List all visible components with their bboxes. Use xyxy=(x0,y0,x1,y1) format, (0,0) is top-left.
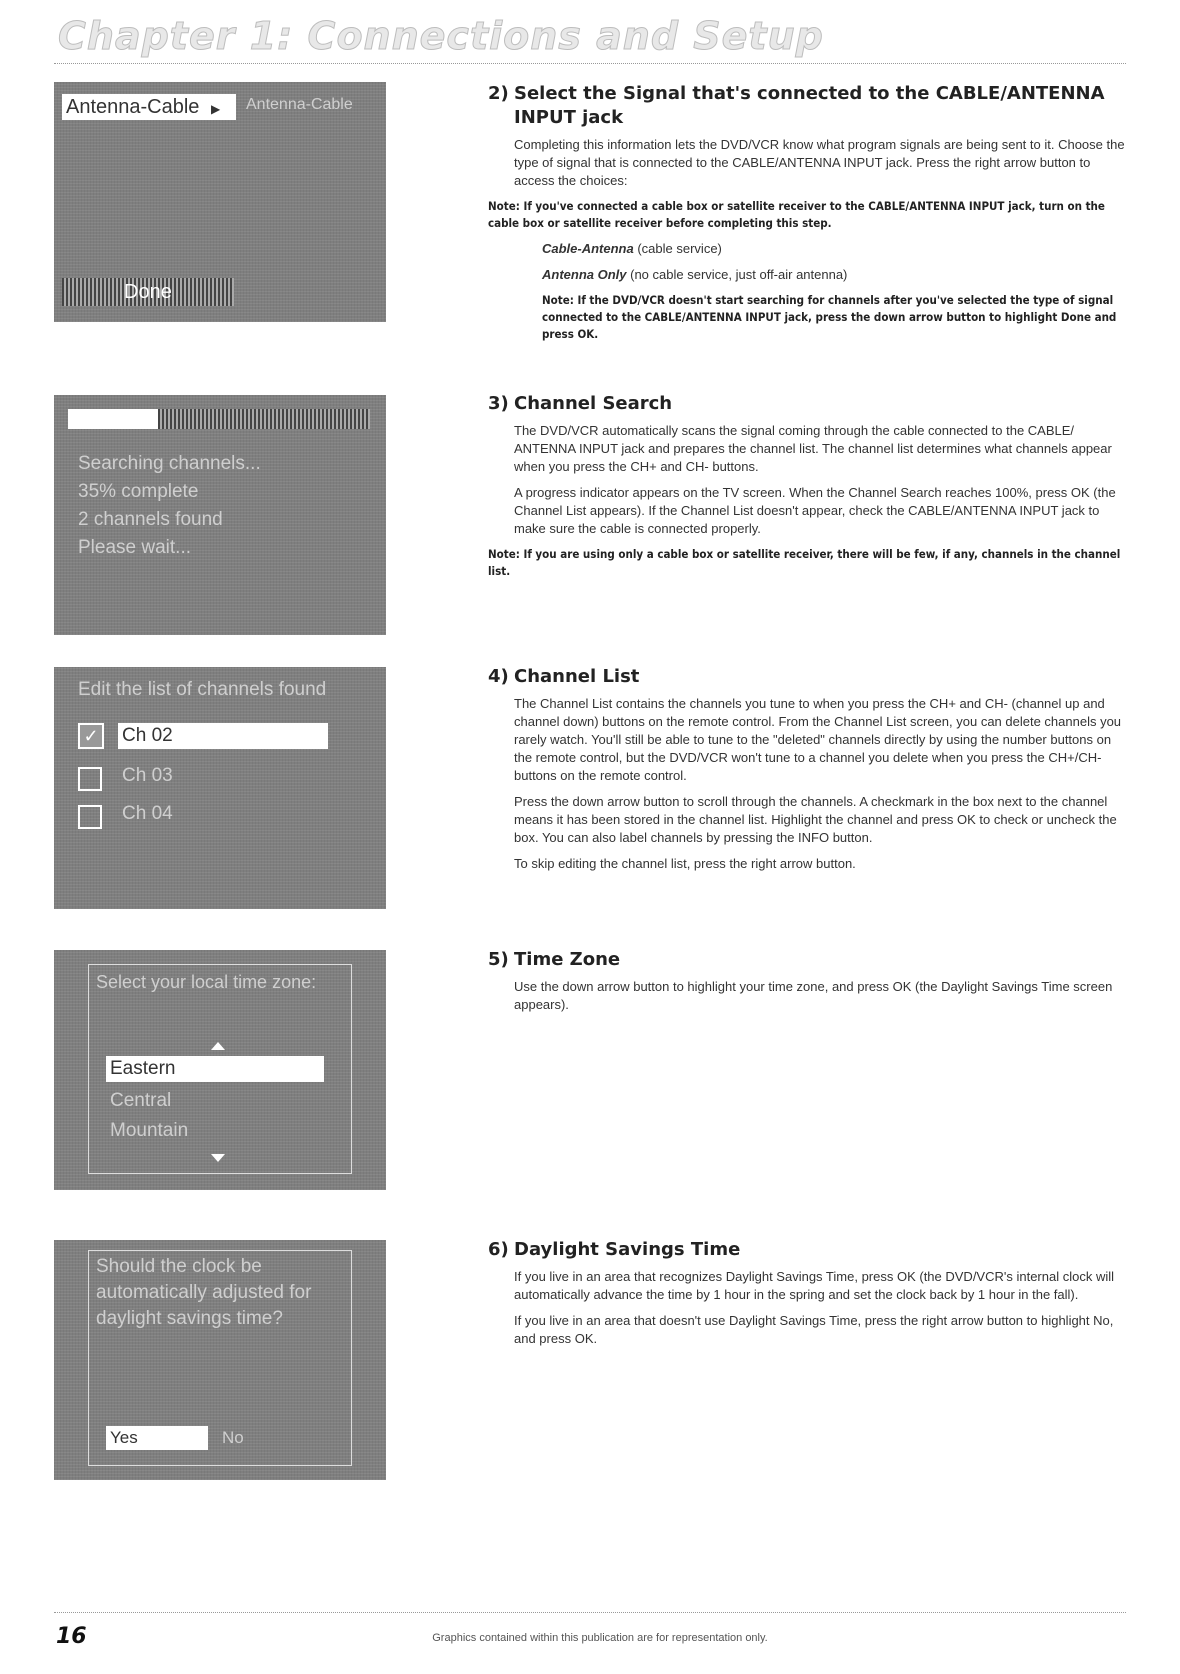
search-paragraph: A progress indicator appears on the TV screen. When the Channel Search reaches 100%, press OK (the Channel List appears). If the Channel List doesn't appear, check the CABLE/ANTENNA INPUT jack to make sure the cable is connected properly. xyxy=(514,485,1116,536)
section-heading xyxy=(488,665,1128,689)
channel-search-screen xyxy=(54,395,386,635)
time-zone-item: Central xyxy=(110,1090,172,1111)
done-label: Done xyxy=(124,281,172,303)
checkbox-checked: ✓ xyxy=(78,723,104,749)
section-number: 6) xyxy=(488,1239,509,1260)
scroll-up-icon xyxy=(211,1042,225,1050)
dst-screen xyxy=(54,1240,386,1480)
list-paragraph: To skip editing the channel list, press the right arrow button. xyxy=(514,856,856,871)
progress-fill xyxy=(158,409,370,429)
list-paragraph: Press the down arrow button to scroll through the channels. A checkmark in the box next to the channel means it has been stored in the channel list. Highlight the channel and press OK to check or uncheck the box. You can also label channels by pressing the INFO button. xyxy=(514,794,1117,845)
section-title-line2: INPUT jack xyxy=(514,107,624,128)
time-zone-item: Mountain xyxy=(110,1120,189,1141)
dst-paragraph: If you live in an area that doesn't use Daylight Savings Time, press the right arrow button to highlight No, and press OK. xyxy=(514,1313,1114,1346)
section-heading xyxy=(488,392,1128,416)
time-zone-screen xyxy=(54,950,386,1190)
signal-option: Antenna-Cable xyxy=(246,96,353,113)
done-note: Note: If the DVD/VCR doesn't start searching for channels after you've selected the type of signal connected to the CABLE/ANTENNA INPUT jack, press the down arrow button to highlight Done and press OK. xyxy=(542,293,1117,341)
option-antenna-only xyxy=(542,266,1128,284)
footer-divider xyxy=(54,1612,1126,1613)
section-number: 5) xyxy=(488,949,509,970)
section-title: Daylight Savings Time xyxy=(514,1239,741,1260)
section-time-zone xyxy=(488,948,1128,1022)
list-paragraph: The Channel List contains the channels you tune to when you press the CH+ and CH- (channel up and channel down) buttons on the remote control. From the Channel List screen, you can delete channels you rarely watch. You'll still be able to tune to the "deleted" channels directly by using the number buttons on the remote control, but the DVD/VCR won't tune to a channel you delete when you press the CH+/CH- buttons on the remote control. xyxy=(514,696,1122,783)
dst-question-line3: daylight savings time? xyxy=(96,1308,283,1329)
section-heading xyxy=(488,1238,1128,1262)
dst-question-line2: automatically adjusted for xyxy=(96,1282,312,1303)
search-status-line1: Searching channels... xyxy=(78,453,261,474)
section-heading xyxy=(488,82,1128,130)
time-zone-paragraph: Use the down arrow button to highlight your time zone, and press OK (the Daylight Savings Time screen appears). xyxy=(514,979,1113,1012)
signal-selected-label: Antenna-Cable xyxy=(66,96,200,118)
section-channel-list xyxy=(488,665,1128,881)
channel-list-screen xyxy=(54,667,386,909)
right-arrow-icon: ▶ xyxy=(211,102,221,116)
section-title-line1: Select the Signal that's connected to the CABLE/ANTENNA xyxy=(514,83,1105,104)
channel-item: Ch 04 xyxy=(122,803,173,824)
search-status-line2: 35% complete xyxy=(78,481,199,502)
footer-disclaimer: Graphics contained within this publication are for representation only. xyxy=(432,1632,768,1644)
page-number: 16 xyxy=(56,1624,87,1649)
section-heading xyxy=(488,948,1128,972)
option-name: Antenna Only xyxy=(542,267,627,282)
section-number: 4) xyxy=(488,666,509,687)
section-title: Time Zone xyxy=(514,949,621,970)
signal-selected-box xyxy=(62,94,236,120)
channel-item: Ch 02 xyxy=(118,723,328,749)
search-paragraph: The DVD/VCR automatically scans the signal coming through the cable connected to the CABLE/ ANTENNA INPUT jack and prepares the channel list. The channel list determines what channels appear when you press the CH+ and CH- buttons. xyxy=(514,423,1112,474)
dst-question-line1: Should the clock be xyxy=(96,1256,262,1277)
no-option: No xyxy=(222,1428,244,1447)
search-status-line4: Please wait... xyxy=(78,537,191,558)
option-desc: (no cable service, just off-air antenna) xyxy=(626,267,848,282)
section-title: Channel Search xyxy=(514,393,673,414)
section-channel-search xyxy=(488,392,1128,588)
section-signal xyxy=(488,82,1128,351)
signal-screen xyxy=(54,82,386,322)
channel-list-title: Edit the list of channels found xyxy=(78,679,327,700)
checkbox-unchecked xyxy=(78,805,102,829)
option-desc: (cable service) xyxy=(633,241,722,256)
signal-note: Note: If you've connected a cable box or satellite receiver to the CABLE/ANTENNA INPUT jack, turn on the cable box or satellite receiver before completing this step. xyxy=(488,199,1105,230)
dst-paragraph: If you live in an area that recognizes Daylight Savings Time, press OK (the DVD/VCR's internal clock will automatically advance the time by 1 hour in the spring and set the clock back by 1 hour in the fall). xyxy=(514,1269,1115,1302)
section-number: 3) xyxy=(488,393,509,414)
signal-paragraph: Completing this information lets the DVD/VCR know what program signals are being sent to it. Choose the type of signal that is connected to the CABLE/ANTENNA INPUT jack. Press the right arrow button to access the choices: xyxy=(514,137,1125,188)
section-title: Channel List xyxy=(514,666,640,687)
section-dst xyxy=(488,1238,1128,1356)
section-number: 2) xyxy=(488,83,509,104)
yes-option: Yes xyxy=(106,1426,208,1450)
time-zone-item: Eastern xyxy=(106,1056,324,1082)
search-note: Note: If you are using only a cable box or satellite receiver, there will be few, if any, channels in the channel list. xyxy=(488,547,1121,578)
option-cable-antenna xyxy=(542,240,1128,258)
chapter-title: Chapter 1: Connections and Setup xyxy=(58,14,824,58)
checkbox-unchecked xyxy=(78,767,102,791)
channel-item: Ch 03 xyxy=(122,765,173,786)
option-name: Cable-Antenna xyxy=(542,241,634,256)
header-divider xyxy=(54,63,1126,64)
scroll-down-icon xyxy=(211,1154,225,1162)
search-status-line3: 2 channels found xyxy=(78,509,223,530)
time-zone-title: Select your local time zone: xyxy=(96,972,317,992)
